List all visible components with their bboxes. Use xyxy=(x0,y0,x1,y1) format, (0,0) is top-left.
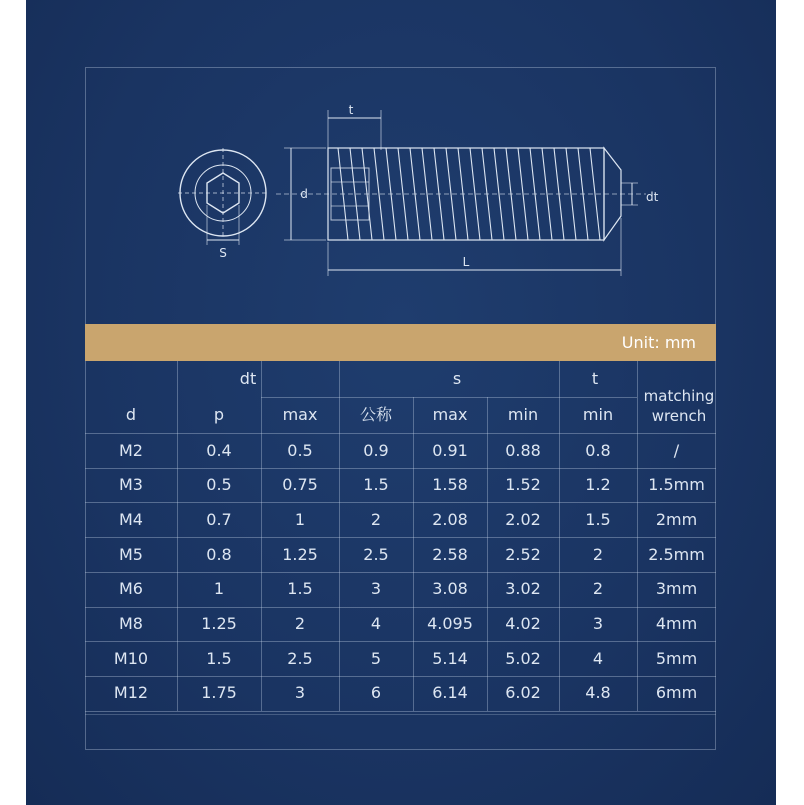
table-cell: 3 xyxy=(370,579,382,599)
table-cell: 0.7 xyxy=(206,509,232,529)
table-cell: 3 xyxy=(592,614,604,634)
table-cell: 1 xyxy=(294,509,306,529)
table-cell: 4.02 xyxy=(505,614,541,634)
table-cell: 2.5 xyxy=(363,544,389,564)
thread-line xyxy=(458,148,468,240)
header-group-s: s xyxy=(452,369,462,389)
thread-line xyxy=(338,148,348,240)
l-dimension-label: L xyxy=(462,255,470,269)
table-cell: 1.25 xyxy=(201,614,237,634)
table-column-divider xyxy=(487,397,488,711)
table-cell: 5.14 xyxy=(432,648,468,668)
table-cell: 0.5 xyxy=(287,440,313,460)
table-cell: 1.75 xyxy=(201,683,237,703)
unit-band xyxy=(85,324,716,361)
table-cell: 5mm xyxy=(655,648,698,668)
table-cell: 3.02 xyxy=(505,579,541,599)
table-cell: 4 xyxy=(592,648,604,668)
table-cell: 1.5mm xyxy=(648,475,705,495)
table-cell: 3.08 xyxy=(432,579,468,599)
table-row-divider xyxy=(85,502,716,503)
header-d: d xyxy=(125,405,137,425)
table-cell: 1.5 xyxy=(585,509,611,529)
table-cell: 0.8 xyxy=(206,544,232,564)
thread-line xyxy=(434,148,444,240)
thread-line xyxy=(362,148,372,240)
table-cell: 1 xyxy=(213,579,225,599)
table-column-divider xyxy=(339,361,340,711)
table-cell: M5 xyxy=(119,544,143,564)
thread-line xyxy=(578,148,588,240)
table-cell: 4.095 xyxy=(427,614,473,634)
set-screw-diagram xyxy=(26,0,776,320)
table-cell: 1.52 xyxy=(505,475,541,495)
table-cell: 5 xyxy=(370,648,382,668)
table-cell: 3 xyxy=(294,683,306,703)
table-row-divider xyxy=(85,572,716,573)
table-cell: 4mm xyxy=(655,614,698,634)
header-group-t: t xyxy=(591,369,599,389)
table-cell: M8 xyxy=(119,614,143,634)
table-cell: 2.58 xyxy=(432,544,468,564)
table-column-divider xyxy=(559,361,560,711)
table-cell: 1.2 xyxy=(585,475,611,495)
table-cell: 1.5 xyxy=(287,579,313,599)
table-cell: 4 xyxy=(370,614,382,634)
table-cell: 6mm xyxy=(655,683,698,703)
table-cell: 2.5mm xyxy=(648,544,705,564)
s-dimension-label: S xyxy=(219,246,227,260)
thread-line xyxy=(530,148,540,240)
table-cell: M10 xyxy=(113,648,149,668)
table-cell: 0.5 xyxy=(206,475,232,495)
header-group-dt: dt xyxy=(239,369,257,389)
table-row-divider xyxy=(85,641,716,642)
table-cell: 0.75 xyxy=(282,475,318,495)
thread-line xyxy=(410,148,420,240)
header-matching-wrench: matching wrench xyxy=(643,386,715,425)
table-cell: 5.02 xyxy=(505,648,541,668)
dt-dimension-label: dt xyxy=(646,190,659,204)
bottom-divider xyxy=(85,714,716,715)
table-cell: M3 xyxy=(119,475,143,495)
table-cell: 0.91 xyxy=(432,440,468,460)
table-cell: 0.4 xyxy=(206,440,232,460)
header-p: p xyxy=(213,405,225,425)
table-cell: 2.02 xyxy=(505,509,541,529)
table-cell: 0.8 xyxy=(585,440,611,460)
table-cell: 2 xyxy=(592,579,604,599)
table-cell: 2 xyxy=(592,544,604,564)
table-row-divider xyxy=(261,397,637,398)
table-column-divider xyxy=(177,361,178,711)
table-cell: 2.52 xyxy=(505,544,541,564)
t-dimension-label: t xyxy=(348,103,354,117)
table-column-divider xyxy=(413,397,414,711)
table-cell: 0.9 xyxy=(363,440,389,460)
table-cell: 2 xyxy=(370,509,382,529)
table-cell: 6.02 xyxy=(505,683,541,703)
table-cell: 2.08 xyxy=(432,509,468,529)
table-cell: 6 xyxy=(370,683,382,703)
table-cell: M4 xyxy=(119,509,143,529)
thread-line xyxy=(506,148,516,240)
table-row-divider xyxy=(85,676,716,677)
table-cell: 1.25 xyxy=(282,544,318,564)
header-s-nominal: 公称 xyxy=(359,405,392,425)
table-cell: M12 xyxy=(113,683,149,703)
table-cell: 2 xyxy=(294,614,306,634)
table-cell: 1.58 xyxy=(432,475,468,495)
spec-sheet-panel xyxy=(26,0,776,805)
thread-line xyxy=(482,148,492,240)
header-s-min: min xyxy=(507,405,539,425)
table-row-divider xyxy=(85,433,716,434)
table-column-divider xyxy=(261,361,262,711)
table-cell: 0.88 xyxy=(505,440,541,460)
table-cell: M6 xyxy=(119,579,143,599)
header-s-max: max xyxy=(432,405,468,425)
header-dt-max: max xyxy=(282,405,318,425)
thread-line xyxy=(554,148,564,240)
d-dimension-label: d xyxy=(300,187,308,201)
table-cell: 6.14 xyxy=(432,683,468,703)
table-cell: 2mm xyxy=(655,509,698,529)
table-cell: / xyxy=(673,440,680,460)
header-t-min: min xyxy=(582,405,614,425)
table-cell: 1.5 xyxy=(363,475,389,495)
table-row-divider xyxy=(85,607,716,608)
table-cell: 4.8 xyxy=(585,683,611,703)
table-cell: 2.5 xyxy=(287,648,313,668)
thread-line xyxy=(386,148,396,240)
table-row-divider xyxy=(85,711,716,712)
unit-label: Unit: mm xyxy=(621,333,696,352)
table-column-divider xyxy=(637,361,638,711)
table-cell: 3mm xyxy=(655,579,698,599)
table-cell: 1.5 xyxy=(206,648,232,668)
table-row-divider xyxy=(85,537,716,538)
table-cell: M2 xyxy=(119,440,143,460)
table-row-divider xyxy=(85,468,716,469)
